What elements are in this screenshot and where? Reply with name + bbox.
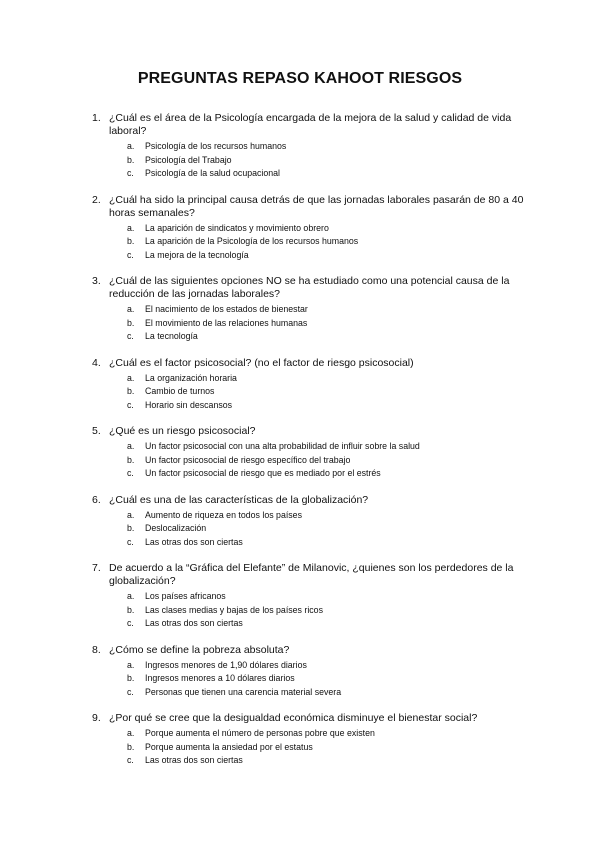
answer-option — [0, 741, 600, 755]
answer-option — [0, 440, 600, 454]
option-letter: a. — [127, 659, 135, 670]
page-title: PREGUNTAS REPASO KAHOOT RIESGOS — [137, 70, 463, 87]
option-text: Porque aumenta la ansiedad por el estatus — [145, 741, 313, 752]
answer-option — [0, 140, 600, 154]
option-text: Las otras dos son ciertas — [145, 536, 243, 547]
option-text: Ingresos menores de 1,90 dólares diarios — [145, 659, 307, 670]
option-text: La aparición de sindicatos y movimiento obrero — [145, 222, 329, 233]
question-text: ¿Cuál es el factor psicosocial? (no el factor de riesgo psicosocial) — [109, 356, 414, 369]
answer-option — [0, 372, 600, 386]
answer-option — [0, 235, 600, 249]
option-letter: c. — [127, 618, 134, 628]
option-letter: b. — [127, 741, 135, 752]
answer-option — [0, 536, 600, 550]
option-letter: c. — [127, 168, 134, 178]
option-text: Los países africanos — [145, 591, 226, 601]
option-text: Un factor psicosocial de riesgo que es mediado por el estrés — [145, 468, 381, 478]
option-text: Horario sin descansos — [145, 399, 233, 410]
option-text: Un factor psicosocial de riesgo específico del trabajo — [145, 454, 351, 465]
question-text: ¿Cuál de las siguientes opciones NO se ha estudiado como una potencial causa de la reducción de las jornadas laborales? — [109, 275, 510, 300]
option-text: Personas que tienen una carencia material severa — [145, 686, 342, 697]
question-text: ¿Cuál es el área de la Psicología encargada de la mejora de la salud y calidad de vida laboral? — [109, 112, 512, 137]
option-text: Psicología de los recursos humanos — [145, 141, 287, 151]
answer-option — [0, 303, 600, 317]
answer-option — [0, 317, 600, 331]
option-letter: c. — [127, 755, 134, 765]
answer-option — [0, 754, 600, 768]
answer-option — [0, 604, 600, 618]
option-letter: b. — [127, 154, 135, 165]
answer-option — [0, 249, 600, 263]
option-letter: a. — [127, 441, 135, 451]
option-text: Las otras dos son ciertas — [145, 618, 243, 628]
option-letter: b. — [127, 236, 135, 246]
answer-option — [0, 330, 600, 344]
option-text: Ingresos menores a 10 dólares diarios — [145, 673, 295, 683]
option-list — [0, 140, 600, 181]
option-letter: b. — [127, 386, 135, 396]
answer-option — [0, 686, 600, 700]
question-text: ¿Qué es un riesgo psicosocial? — [109, 425, 256, 437]
option-list — [0, 440, 600, 481]
option-text: Aumento de riqueza en todos los países — [145, 509, 302, 520]
answer-option — [0, 467, 600, 481]
option-letter: c. — [127, 468, 134, 478]
option-letter: a. — [127, 222, 135, 233]
option-letter: b. — [127, 673, 135, 683]
question-number: 2. — [92, 193, 101, 206]
question-number: 5. — [92, 425, 101, 437]
option-letter: c. — [127, 249, 134, 260]
question-number: 3. — [92, 275, 101, 287]
option-letter: b. — [127, 604, 135, 615]
question-3 — [0, 275, 600, 344]
option-list — [0, 659, 600, 700]
option-text: Psicología de la salud ocupacional — [145, 168, 280, 178]
question-7 — [0, 562, 600, 631]
answer-option — [0, 154, 600, 168]
option-letter: a. — [127, 141, 135, 151]
option-text: Psicología del Trabajo — [145, 154, 232, 165]
question-list — [0, 112, 600, 781]
option-list — [0, 509, 600, 550]
question-number: 9. — [92, 712, 101, 724]
option-letter: c. — [127, 536, 134, 547]
answer-option — [0, 522, 600, 536]
question-number: 1. — [92, 112, 101, 124]
option-letter: c. — [127, 331, 134, 341]
option-list — [0, 372, 600, 413]
answer-option — [0, 167, 600, 181]
option-text: La mejora de la tecnología — [145, 249, 249, 260]
question-9 — [0, 712, 600, 768]
option-text: Deslocalización — [145, 523, 207, 533]
question-text: ¿Cómo se define la pobreza absoluta? — [109, 643, 290, 656]
option-list — [0, 222, 600, 263]
question-6 — [0, 494, 600, 550]
option-letter: b. — [127, 523, 135, 533]
question-2 — [0, 194, 600, 263]
option-text: Las clases medias y bajas de los países ricos — [145, 604, 323, 615]
question-text: ¿Cuál es una de las características de la globalización? — [109, 493, 369, 506]
question-number: 8. — [92, 643, 101, 656]
question-text: De acuerdo a la “Gráfica del Elefante” de Milanovic, ¿quienes son los perdedores de la globalización? — [109, 562, 514, 587]
answer-option — [0, 509, 600, 523]
option-text: La aparición de la Psicología de los recursos humanos — [145, 236, 359, 246]
option-text: El nacimiento de los estados de bienestar — [145, 304, 308, 314]
answer-option — [0, 672, 600, 686]
option-letter: a. — [127, 591, 135, 601]
question-text: ¿Cuál ha sido la principal causa detrás de que las jornadas laborales pasarán de 80 a 40 horas semanales? — [109, 193, 524, 219]
option-text: Cambio de turnos — [145, 386, 215, 396]
answer-option — [0, 399, 600, 413]
option-text: La tecnología — [145, 331, 198, 341]
question-number: 6. — [92, 493, 101, 506]
option-letter: a. — [127, 304, 135, 314]
option-text: El movimiento de las relaciones humanas — [145, 317, 308, 328]
option-list — [0, 590, 600, 631]
option-list — [0, 727, 600, 768]
answer-option — [0, 617, 600, 631]
question-5 — [0, 425, 600, 481]
option-letter: b. — [127, 317, 135, 328]
option-letter: b. — [127, 454, 135, 465]
option-text: Las otras dos son ciertas — [145, 755, 243, 765]
question-8 — [0, 644, 600, 700]
question-4 — [0, 357, 600, 413]
question-text: ¿Por qué se cree que la desigualdad económica disminuye el bienestar social? — [109, 712, 478, 724]
answer-option — [0, 659, 600, 673]
question-1 — [0, 112, 600, 181]
option-letter: a. — [127, 728, 135, 738]
answer-option — [0, 727, 600, 741]
question-number: 7. — [92, 562, 101, 574]
option-text: Un factor psicosocial con una alta probabilidad de influir sobre la salud — [145, 441, 420, 451]
answer-option — [0, 590, 600, 604]
option-letter: a. — [127, 509, 135, 520]
option-letter: a. — [127, 372, 135, 383]
question-number: 4. — [92, 356, 101, 369]
answer-option — [0, 222, 600, 236]
option-text: Porque aumenta el número de personas pobre que existen — [145, 728, 375, 738]
option-list — [0, 303, 600, 344]
option-letter: c. — [127, 686, 134, 697]
option-text: La organización horaria — [145, 372, 237, 383]
answer-option — [0, 454, 600, 468]
answer-option — [0, 385, 600, 399]
option-letter: c. — [127, 399, 134, 410]
